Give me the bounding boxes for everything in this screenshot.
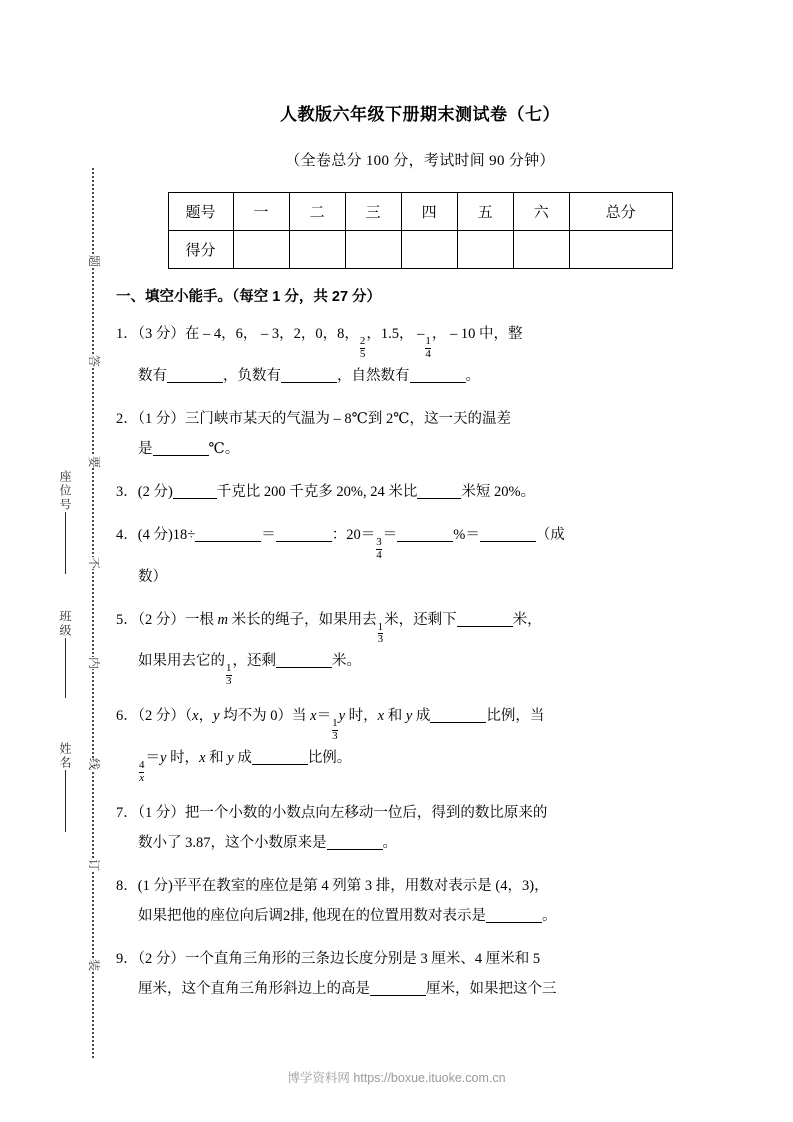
question-6-text-g: 成 — [412, 708, 431, 724]
question-8-line-2 — [116, 901, 730, 931]
question-4-points: (4 分) — [137, 526, 173, 543]
answer-blank[interactable] — [276, 652, 332, 668]
binding-char-5: 线 — [86, 757, 101, 770]
footer-watermark: 博学资料网 https://boxue.ituoke.com.cn — [287, 1071, 506, 1085]
question-4-fraction — [376, 537, 382, 562]
fraction-denominator: 5 — [359, 347, 366, 360]
question-7-text-c: 。 — [382, 834, 397, 851]
question-6-number: 6． — [116, 708, 138, 724]
question-5-text-c: 米，还剩下 — [384, 611, 457, 628]
class-field[interactable] — [52, 610, 74, 698]
question-8-line-1 — [116, 871, 730, 901]
score-cell-1[interactable] — [233, 231, 289, 269]
question-6-variable-y1: y — [213, 708, 220, 724]
question-9-text-b: 厘米，这个直角三角形斜边上的高是 — [138, 980, 370, 997]
question-8-text-a: 平平在教室的座位是第 4 列第 3 排，用数对表示是 (4，3)， — [172, 877, 549, 894]
question-5-line-1 — [116, 605, 730, 647]
class-label: 班级 — [58, 610, 72, 638]
answer-blank[interactable] — [457, 611, 513, 627]
seat-number-field[interactable] — [52, 470, 74, 574]
question-6-text-h: 比例，当 — [486, 708, 545, 724]
score-cell-2[interactable] — [289, 231, 345, 269]
question-3-line-1 — [116, 477, 730, 507]
question-4-line-2 — [116, 562, 730, 592]
question-4-text-f: （成 — [535, 526, 565, 543]
question-9-text-a: 一个直角三角形的三条边长度分别是 3 厘米、4 厘米和 5 — [184, 950, 541, 967]
binding-char-3: 不 — [86, 556, 101, 569]
question-2-text-c: ℃。 — [208, 440, 240, 457]
fraction-numerator: 1 — [332, 717, 338, 729]
score-col-2: 二 — [289, 193, 345, 231]
row-label-score: 得分 — [168, 231, 233, 269]
fraction-numerator: 1 — [226, 662, 232, 675]
fraction-denominator: 3 — [332, 729, 338, 742]
question-4-number: 4． — [116, 526, 138, 543]
question-7-text-b: 数小了 3.87，这个小数原来是 — [138, 834, 327, 851]
question-5-text-d: 米， — [512, 611, 542, 628]
answer-blank[interactable] — [167, 367, 223, 383]
question-1-text-e: 。 — [465, 367, 480, 384]
score-col-4: 四 — [401, 193, 457, 231]
question-6-variable-y3: y — [405, 708, 413, 724]
score-col-3: 三 — [345, 193, 401, 231]
table-row-headers — [168, 193, 672, 231]
row-label-question-number: 题号 — [168, 193, 233, 231]
answer-blank[interactable] — [397, 526, 453, 542]
page-subtitle: （全卷总分 100 分，考试时间 90 分钟） — [285, 153, 555, 169]
question-2-number: 2． — [116, 410, 138, 427]
question-5-text-g: 米。 — [332, 653, 361, 670]
class-rule — [65, 638, 66, 698]
answer-blank[interactable] — [327, 834, 383, 850]
question-1-fraction-1 — [360, 336, 366, 361]
question-1-line-2 — [116, 361, 730, 391]
score-cell-5[interactable] — [457, 231, 513, 269]
question-1-fraction-2 — [425, 336, 431, 361]
question-6-text-a: （ — [184, 708, 193, 724]
question-6-text-k: 和 — [205, 749, 228, 766]
fraction-denominator: 4 — [376, 548, 382, 561]
answer-blank[interactable] — [430, 707, 486, 723]
binding-char-0: 题 — [86, 254, 101, 267]
question-5-text-a: 一根 — [184, 611, 218, 628]
question-5-number: 5． — [116, 611, 138, 628]
answer-blank[interactable] — [195, 526, 261, 542]
answer-blank[interactable] — [480, 526, 536, 542]
fraction-numerator: 1 — [425, 335, 431, 347]
score-col-5: 五 — [457, 193, 513, 231]
question-5-variable-m: m — [217, 611, 228, 628]
question-6-variable-x1: x — [192, 708, 199, 724]
question-5-fraction-1 — [378, 622, 384, 647]
question-3-number: 3． — [116, 483, 138, 500]
table-row-scores — [168, 231, 672, 269]
seat-number-label: 座位号 — [58, 470, 72, 512]
question-6-text-f: 和 — [384, 708, 406, 724]
answer-blank[interactable] — [486, 907, 542, 923]
page-title: 人教版六年级下册期末测试卷（七） — [280, 105, 560, 124]
question-5-text-f: ，还剩 — [232, 653, 276, 670]
binding-vertical-text — [85, 168, 103, 1058]
binding-char-6: 订 — [86, 858, 101, 871]
fraction-denominator: x — [139, 771, 145, 784]
question-2-line-1 — [116, 404, 730, 434]
question-6-variable-x3: x — [377, 708, 385, 724]
question-6-points: （2 分） — [137, 708, 185, 724]
fraction-numerator: 4 — [139, 758, 145, 771]
answer-blank[interactable] — [153, 440, 209, 456]
question-8 — [110, 858, 730, 931]
question-6-text-l: 成 — [233, 749, 252, 766]
question-5-text-e: 如果用去它的 — [138, 653, 225, 670]
binding-char-4: 内 — [86, 657, 101, 670]
question-6-text-b: ， — [198, 708, 214, 724]
question-2 — [110, 391, 730, 464]
score-cell-total[interactable] — [569, 231, 672, 269]
question-2-text-a: 三门峡市某天的气温为 – 8℃到 2℃，这一天的温差 — [184, 410, 511, 427]
question-2-line-2 — [116, 434, 730, 464]
question-5-points: （2 分） — [137, 611, 185, 628]
question-7-points: （1 分） — [137, 804, 185, 821]
question-6-variable-x4: x — [199, 749, 206, 766]
answer-blank[interactable] — [252, 749, 308, 765]
fraction-denominator: 3 — [226, 675, 232, 688]
question-1-text-c: ，负数有 — [223, 367, 281, 384]
question-7-text-a: 把一个小数的小数点向左移动一位后，得到的数比原来的 — [184, 804, 548, 821]
question-2-points: （1 分） — [137, 410, 185, 427]
binding-char-2: 要 — [86, 455, 101, 468]
question-4-text-c: ：20＝ — [331, 526, 376, 543]
score-cell-6[interactable] — [513, 231, 569, 269]
question-1 — [110, 306, 730, 391]
question-4-text-d: ＝ — [382, 526, 398, 543]
answer-blank[interactable] — [417, 483, 461, 499]
question-6 — [110, 688, 730, 785]
score-cell-4[interactable] — [401, 231, 457, 269]
score-cell-3[interactable] — [345, 231, 401, 269]
question-6-text-i: ＝ — [145, 749, 160, 766]
question-3-text-a: 千克比 200 千克多 20%, 24 米比 — [216, 483, 418, 500]
question-4-line-1 — [116, 520, 730, 562]
question-9-line-1 — [116, 944, 730, 974]
answer-blank[interactable] — [281, 367, 337, 383]
question-8-text-b: 如果把他的座位向后调2排, 他现在的位置用数对表示是 — [138, 907, 486, 924]
score-col-total: 总分 — [569, 193, 672, 231]
question-4-text-g: 数） — [138, 568, 167, 585]
question-6-variable-y4: y — [160, 749, 167, 766]
answer-blank[interactable] — [370, 980, 426, 996]
question-5 — [110, 592, 730, 689]
question-1-numbers-c: ， – 10 中，整 — [431, 326, 523, 342]
question-1-numbers-b: ，1.5， – — [366, 326, 425, 342]
question-9-points: （2 分） — [137, 950, 185, 967]
question-6-fraction-1 — [332, 718, 338, 743]
question-3-points: (2 分) — [137, 483, 173, 500]
question-1-number: 1． — [116, 326, 138, 342]
question-1-numbers-a: – 4，6， – 3，2，0，8， — [203, 326, 359, 342]
student-name-rule — [65, 770, 66, 832]
question-7 — [110, 785, 730, 858]
answer-blank[interactable] — [276, 526, 332, 542]
question-4-text-a: 18÷ — [172, 526, 196, 543]
question-4 — [110, 507, 730, 592]
question-3 — [110, 464, 730, 507]
exam-sheet — [110, 0, 730, 1122]
question-5-line-2 — [116, 646, 730, 688]
question-1-text-d: ，自然数有 — [337, 367, 410, 384]
fraction-numerator: 2 — [359, 335, 366, 347]
question-8-points: (1 分) — [137, 877, 173, 894]
section-heading-fill-in-blanks: 一、填空小能手。（每空 1 分，共 27 分） — [116, 289, 382, 305]
fraction-numerator: 1 — [377, 620, 384, 633]
question-4-text-e: %＝ — [453, 526, 480, 543]
answer-blank[interactable] — [173, 483, 217, 499]
binding-char-7: 装 — [86, 959, 101, 972]
question-1-text-b: 数有 — [138, 367, 167, 384]
question-7-line-2 — [116, 828, 730, 858]
question-6-variable-x2: x — [310, 708, 317, 724]
score-table-wrapper — [110, 170, 730, 269]
question-7-line-1 — [116, 798, 730, 828]
question-6-line-1 — [116, 701, 730, 743]
score-table — [168, 192, 673, 269]
question-3-text-b: 米短 20%。 — [461, 483, 536, 500]
question-6-text-c: 均不为 0）当 — [219, 708, 311, 724]
score-col-6: 六 — [513, 193, 569, 231]
binding-char-1: 答 — [86, 355, 101, 368]
question-9-line-2 — [116, 974, 730, 1004]
question-1-line-1 — [116, 319, 730, 361]
question-1-points: （3 分） — [137, 326, 185, 342]
question-5-fraction-2 — [226, 663, 232, 688]
question-8-text-c: 。 — [542, 907, 557, 924]
question-9-text-c: 厘米，如果把这个三 — [426, 980, 557, 997]
fraction-denominator: 4 — [425, 347, 431, 360]
question-8-number: 8． — [116, 877, 138, 894]
question-7-number: 7． — [116, 804, 138, 821]
question-1-text-a: 在 — [184, 326, 203, 342]
question-6-line-2 — [116, 743, 730, 785]
question-6-text-d: ＝ — [316, 708, 332, 724]
answer-blank[interactable] — [410, 367, 466, 383]
question-6-variable-y2: y — [338, 708, 345, 724]
fraction-denominator: 3 — [377, 633, 384, 646]
score-col-1: 一 — [233, 193, 289, 231]
fraction-numerator: 3 — [376, 535, 382, 548]
student-name-label: 姓名 — [58, 742, 72, 770]
question-2-text-b: 是 — [138, 440, 153, 457]
question-6-fraction-2 — [139, 760, 145, 785]
binding-margin — [0, 0, 110, 1122]
question-4-text-b: ＝ — [261, 526, 276, 543]
question-9 — [110, 931, 730, 1004]
question-6-text-m: 比例。 — [307, 749, 352, 766]
question-6-variable-y5: y — [227, 749, 234, 766]
question-9-number: 9． — [116, 950, 138, 967]
student-name-field[interactable] — [52, 742, 74, 832]
question-5-text-b: 米长的绳子，如果用去 — [227, 611, 377, 628]
question-6-text-e: 时， — [345, 708, 378, 724]
question-6-text-j: 时， — [166, 749, 200, 766]
seat-number-rule — [65, 512, 66, 574]
